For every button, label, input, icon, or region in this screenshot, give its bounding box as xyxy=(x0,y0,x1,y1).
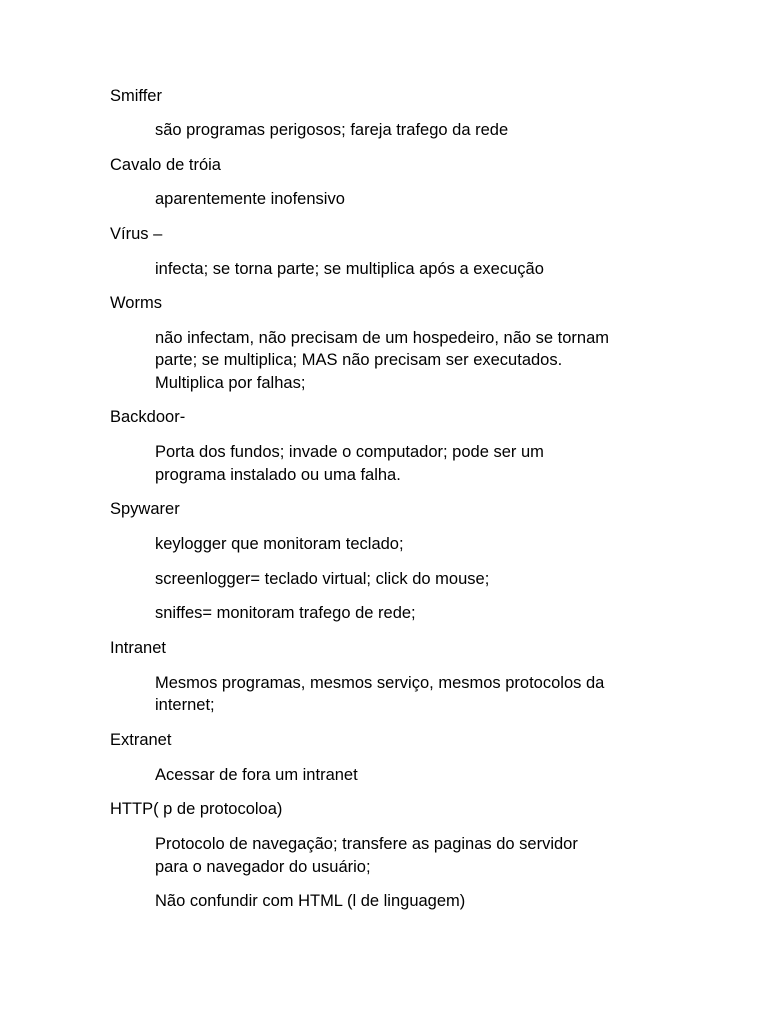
term-extranet: Extranet xyxy=(110,731,172,749)
definition-line: programa instalado ou uma falha. xyxy=(155,466,401,484)
definition-line: Acessar de fora um intranet xyxy=(155,766,358,784)
term-spywarer: Spywarer xyxy=(110,500,180,518)
definition-line: são programas perigosos; fareja trafego da rede xyxy=(155,121,509,139)
definition-line: não infectam, não precisam de um hospedeiro, não se tornam xyxy=(155,329,610,347)
definition-line: parte; se multiplica; MAS não precisam ser executados. xyxy=(155,351,563,369)
term-backdoor: Backdoor- xyxy=(110,408,186,426)
definition-line: sniffes= monitoram trafego de rede; xyxy=(155,604,416,622)
term-intranet: Intranet xyxy=(110,639,166,657)
definition-line: Multiplica por falhas; xyxy=(155,374,306,392)
term-smiffer: Smiffer xyxy=(110,87,162,105)
definition-line: screenlogger= teclado virtual; click do mouse; xyxy=(155,570,490,588)
definition-line: Mesmos programas, mesmos serviço, mesmos protocolos da xyxy=(155,674,605,692)
definition-line: Protocolo de navegação; transfere as paginas do servidor xyxy=(155,835,578,853)
definition-line: keylogger que monitoram teclado; xyxy=(155,535,404,553)
definition-line: aparentemente inofensivo xyxy=(155,190,345,208)
term-worms: Worms xyxy=(110,294,162,312)
definition-line: infecta; se torna parte; se multiplica após a execução xyxy=(155,260,544,278)
term-cavalo-de-troia: Cavalo de tróia xyxy=(110,156,221,174)
definition-line: Porta dos fundos; invade o computador; pode ser um xyxy=(155,443,544,461)
definition-line: Não confundir com HTML (l de linguagem) xyxy=(155,892,466,910)
definition-line: para o navegador do usuário; xyxy=(155,858,371,876)
term-http: HTTP( p de protocoloa) xyxy=(110,800,283,818)
definition-line: internet; xyxy=(155,696,215,714)
term-virus: Vírus – xyxy=(110,225,163,243)
